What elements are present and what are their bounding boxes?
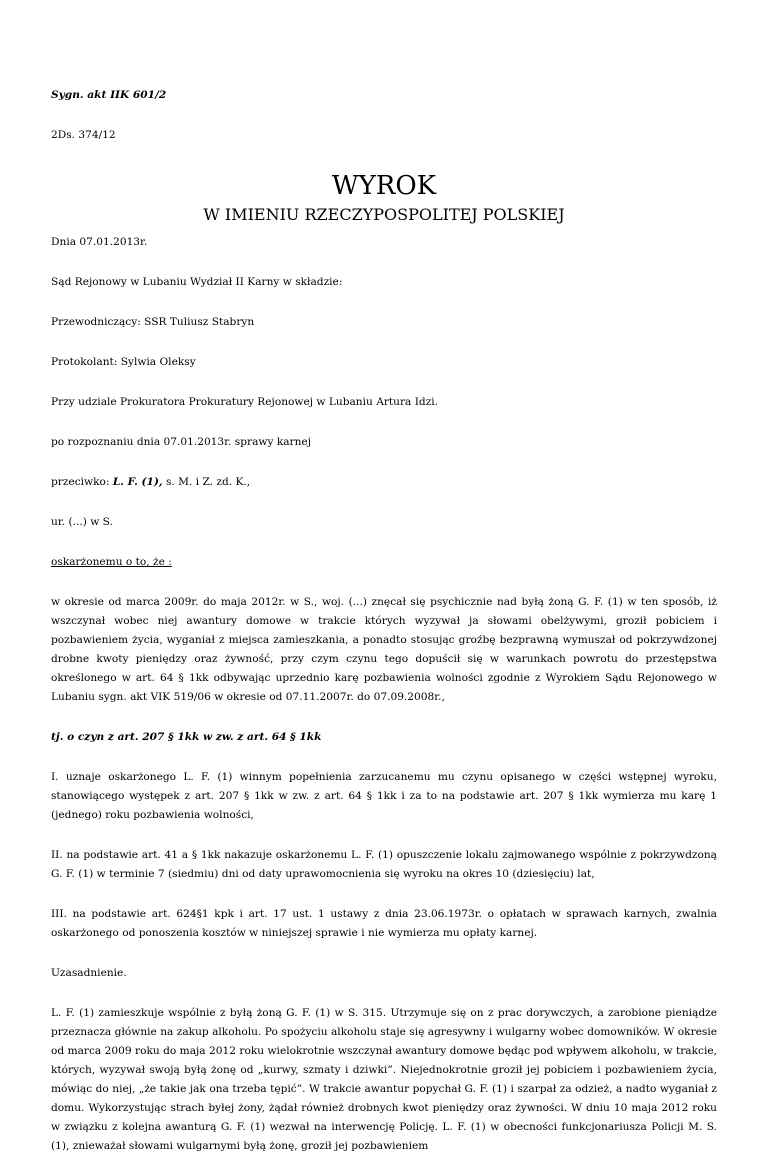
charge-paragraph: w okresie od marca 2009r. do maja 2012r. w S., woj. (...) znęcał się psychicznie nad byłą żoną G. F. (1) w ten sposób, iż wszczynał wobec niej awantury domowe w trakcie których wyzywał ja słowami obelżywymi, groził pobiciem i pozbawieniem życia, wyganiał z miejsca zamieszkania, a ponadto stosując groźbę bezprawną wymuszał od pokrzywdzonej drobne kwoty pieniędzy oraz żywność, przy czym czynu tego dopuścił się w warunkach powrotu do przestępstwa określonego w art. 64 § 1kk odbywając uprzednio karę pozbawienia wolności zgodnie z Wyrokiem Sądu Rejonowego w Lubaniu sygn. akt VIK 519/06 w okresie od 07.11.2007r. do 07.09.2008r., <box>51 596 717 703</box>
case-signature: Sygn. akt IIK 601/2 <box>51 89 167 101</box>
verdict-point-3: III. na podstawie art. 624§1 kpk i art. 17 ust. 1 ustawy z dnia 23.06.1973r. o opłatach w sprawach karnych, zwalnia oskarżonego od ponoszenia kosztów w niniejszej sprawie i nie wymierza mu opłaty karnej. <box>51 908 717 939</box>
chair-line: Przewodniczący: SSR Tuliusz Stabryn <box>51 316 255 328</box>
court-line: Sąd Rejonowy w Lubaniu Wydział II Karny w składzie: <box>51 276 343 288</box>
legal-basis: tj. o czyn z art. 207 § 1kk w zw. z art. 64 § 1kk <box>51 731 322 743</box>
date-line: Dnia 07.01.2013r. <box>51 236 148 248</box>
born-line: ur. (...) w S. <box>51 516 113 528</box>
justification-heading: Uzasadnienie. <box>51 967 127 979</box>
against-suffix: s. M. i Z. zd. K., <box>162 476 251 488</box>
clerk-line: Protokolant: Sylwia Oleksy <box>51 356 196 368</box>
prosecutor-line: Przy udziale Prokuratora Prokuratury Rejonowej w Lubaniu Artura Idzi. <box>51 396 439 408</box>
hearing-line: po rozpoznaniu dnia 07.01.2013r. sprawy karnej <box>51 436 311 448</box>
accused-name: L. F. (1), <box>112 476 163 488</box>
document-title: WYROK <box>331 171 437 201</box>
document-subtitle: W IMIENIU RZECZYPOSPOLITEJ POLSKIEJ <box>203 205 565 224</box>
against-prefix: przeciwko: <box>51 476 113 488</box>
against-line <box>51 473 717 492</box>
justification-paragraph: L. F. (1) zamieszkuje wspólnie z byłą żoną G. F. (1) w S. 315. Utrzymuje się on z prac dorywczych, a zarobione pieniądze przeznacza głównie na zakup alkoholu. Po spożyciu alkoholu staje się agresywny i wulgarny wobec domowników. W okresie od marca 2009 roku do maja 2012 roku wielokrotnie wszczynał awantury domowe będąc pod wpływem alkoholu, w trakcie, których, wyzywał swoją byłą żonę od „kurwy, szmaty i dziwki”. Niejednokrotnie groził jej pobiciem i pozbawieniem życia, mówiąc do niej, „że takie jak ona trzeba tępić”. W trakcie awantur popychał G. F. (1) i szarpał za odzież, a nadto wyganiał z domu. Wykorzystując strach byłej żony, żądał również drobnych kwot pieniędzy oraz żywności. W dniu 10 maja 2012 roku w związku z kolejna awanturą G. F. (1) wezwał na interwencję Policję. L. F. (1) w obecności funkcjonariusza Policji M. S. (1), znieważał słowami wulgarnymi byłą żonę, groził jej pozbawieniem <box>51 1007 717 1152</box>
verdict-point-2: II. na podstawie art. 41 a § 1kk nakazuje oskarżonemu L. F. (1) opuszczenie lokalu zajmowanego wspólnie z pokrzywdzoną G. F. (1) w terminie 7 (siedmiu) dni od daty uprawomocnienia się wyroku na okres 10 (dziesięciu) lat, <box>51 849 717 880</box>
case-number: 2Ds. 374/12 <box>51 129 116 141</box>
verdict-point-1: I. uznaje oskarżonego L. F. (1) winnym popełnienia zarzucanemu mu czynu opisanego w części wstępnej wyroku, stanowiącego występek z art. 207 § 1kk w zw. z art. 64 § 1kk i za to na podstawie art. 207 § 1kk wymierza mu karę 1 (jednego) roku pozbawienia wolności, <box>51 771 717 821</box>
accused-heading: oskarżonemu o to, że : <box>51 556 172 568</box>
